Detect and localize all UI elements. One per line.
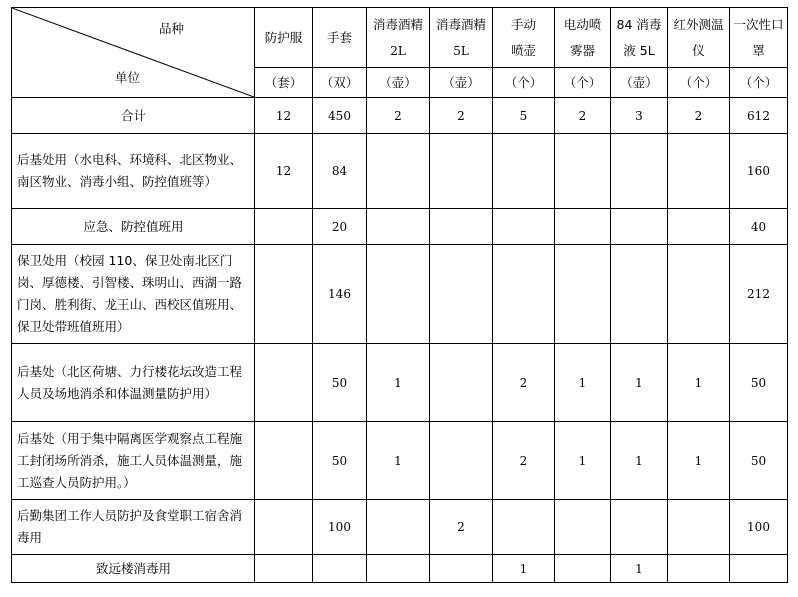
- value-cell: [555, 209, 611, 245]
- unit-cell: （壶）: [611, 68, 668, 98]
- value-cell: 5: [493, 98, 555, 134]
- value-cell: [668, 555, 730, 583]
- column-name-line1: 手动: [510, 16, 536, 32]
- value-cell: [367, 245, 430, 344]
- column-header: [367, 8, 430, 68]
- table-row: [12, 500, 788, 555]
- value-cell: [430, 344, 493, 422]
- value-cell: 1: [555, 344, 611, 422]
- value-cell: [493, 500, 555, 555]
- column-name-line1: 消毒酒精: [372, 16, 423, 32]
- value-cell: [430, 245, 493, 344]
- value-cell: 40: [730, 209, 788, 245]
- value-cell: 84: [313, 134, 367, 209]
- column-header: [493, 8, 555, 68]
- value-cell: [255, 555, 313, 583]
- row-description: 致远楼消毒用: [12, 555, 255, 583]
- table-row: [12, 134, 788, 209]
- value-cell: [430, 555, 493, 583]
- value-cell: [255, 500, 313, 555]
- table-row: [12, 344, 788, 422]
- unit-cell: （壶）: [367, 68, 430, 98]
- column-name-line2: 液 5L: [623, 42, 655, 58]
- table-row: [12, 245, 788, 344]
- value-cell: 50: [313, 422, 367, 500]
- corner-top-label: 品种: [158, 21, 184, 36]
- column-header: [555, 8, 611, 68]
- value-cell: 1: [611, 344, 668, 422]
- unit-cell: （双）: [313, 68, 367, 98]
- column-name-line1: 一次性口: [733, 16, 784, 32]
- value-cell: [555, 555, 611, 583]
- value-cell: [555, 134, 611, 209]
- row-description: 应急、防控值班用: [12, 209, 255, 245]
- value-cell: [611, 500, 668, 555]
- value-cell: 50: [730, 344, 788, 422]
- value-cell: [611, 134, 668, 209]
- column-name-line2: 罩: [752, 42, 765, 58]
- value-cell: [367, 134, 430, 209]
- table-row: [12, 209, 788, 245]
- corner-header-cell: [12, 8, 255, 98]
- value-cell: [430, 209, 493, 245]
- corner-bottom-label: 单位: [115, 70, 141, 85]
- unit-cell: （个）: [555, 68, 611, 98]
- row-description: 后基处（北区荷塘、力行楼花坛改造工程人员及场地消杀和体温测量防护用）: [12, 344, 255, 422]
- value-cell: [668, 500, 730, 555]
- value-cell: 1: [668, 344, 730, 422]
- value-cell: [668, 209, 730, 245]
- value-cell: [255, 209, 313, 245]
- row-description: 后基处用（水电科、环境科、北区物业、南区物业、消毒小组、防控值班等）: [12, 134, 255, 209]
- row-description: 合计: [12, 98, 255, 134]
- unit-cell: （个）: [730, 68, 788, 98]
- column-name-line1: 红外测温: [673, 16, 724, 32]
- column-header: [611, 8, 668, 68]
- column-name-line2: 仪: [692, 42, 705, 58]
- value-cell: 3: [611, 98, 668, 134]
- value-cell: [255, 344, 313, 422]
- value-cell: 2: [493, 422, 555, 500]
- table-row: [12, 422, 788, 500]
- value-cell: [730, 555, 788, 583]
- value-cell: 50: [730, 422, 788, 500]
- table-row: [12, 555, 788, 583]
- value-cell: 1: [611, 422, 668, 500]
- row-description: 后基处（用于集中隔离医学观察点工程施工封闭场所消杀，施工人员体温测量，施工巡查人员防护用。）: [12, 422, 255, 500]
- column-name-line2: 雾器: [569, 42, 595, 58]
- value-cell: 1: [367, 422, 430, 500]
- column-name: 防护服: [264, 29, 303, 45]
- value-cell: [430, 422, 493, 500]
- column-header: [255, 8, 313, 68]
- value-cell: [367, 555, 430, 583]
- value-cell: [611, 209, 668, 245]
- column-header: [430, 8, 493, 68]
- value-cell: [255, 245, 313, 344]
- unit-cell: （个）: [493, 68, 555, 98]
- unit-cell: （套）: [255, 68, 313, 98]
- value-cell: 2: [367, 98, 430, 134]
- value-cell: [313, 555, 367, 583]
- value-cell: 100: [313, 500, 367, 555]
- value-cell: [493, 245, 555, 344]
- value-cell: 160: [730, 134, 788, 209]
- value-cell: 1: [367, 344, 430, 422]
- value-cell: 1: [668, 422, 730, 500]
- value-cell: [668, 134, 730, 209]
- value-cell: 146: [313, 245, 367, 344]
- column-name-line2: 5L: [453, 43, 469, 58]
- column-name-line1: 电动喷: [563, 16, 602, 32]
- row-description: 保卫处用（校园 110、保卫处南北区门岗、厚德楼、引智楼、珠明山、西湖一路门岗、胜利街、龙王山、西校区值班用、保卫处带班值班用）: [12, 245, 255, 344]
- value-cell: 12: [255, 134, 313, 209]
- value-cell: [493, 209, 555, 245]
- value-cell: 2: [493, 344, 555, 422]
- value-cell: 1: [611, 555, 668, 583]
- supply-table: [11, 7, 788, 583]
- value-cell: [430, 134, 493, 209]
- column-name: 手套: [326, 29, 352, 45]
- value-cell: 2: [668, 98, 730, 134]
- value-cell: [555, 500, 611, 555]
- value-cell: 1: [555, 422, 611, 500]
- value-cell: 20: [313, 209, 367, 245]
- value-cell: [255, 422, 313, 500]
- column-name-line2: 喷壶: [510, 42, 536, 58]
- column-name-line1: 消毒酒精: [435, 16, 486, 32]
- value-cell: 100: [730, 500, 788, 555]
- row-description: 后勤集团工作人员防护及食堂职工宿舍消毒用: [12, 500, 255, 555]
- unit-cell: （个）: [668, 68, 730, 98]
- column-header: [313, 8, 367, 68]
- value-cell: 50: [313, 344, 367, 422]
- value-cell: [493, 134, 555, 209]
- value-cell: 2: [555, 98, 611, 134]
- value-cell: 450: [313, 98, 367, 134]
- value-cell: 2: [430, 500, 493, 555]
- value-cell: [611, 245, 668, 344]
- value-cell: 2: [430, 98, 493, 134]
- value-cell: [555, 245, 611, 344]
- table-row: [12, 98, 788, 134]
- value-cell: 612: [730, 98, 788, 134]
- value-cell: [367, 500, 430, 555]
- value-cell: [367, 209, 430, 245]
- column-name-line1: 84 消毒: [616, 16, 662, 32]
- column-header: [668, 8, 730, 68]
- column-header: [730, 8, 788, 68]
- value-cell: 12: [255, 98, 313, 134]
- header-row: [12, 8, 788, 68]
- column-name-line2: 2L: [390, 43, 406, 58]
- unit-cell: （壶）: [430, 68, 493, 98]
- value-cell: 1: [493, 555, 555, 583]
- value-cell: [668, 245, 730, 344]
- value-cell: 212: [730, 245, 788, 344]
